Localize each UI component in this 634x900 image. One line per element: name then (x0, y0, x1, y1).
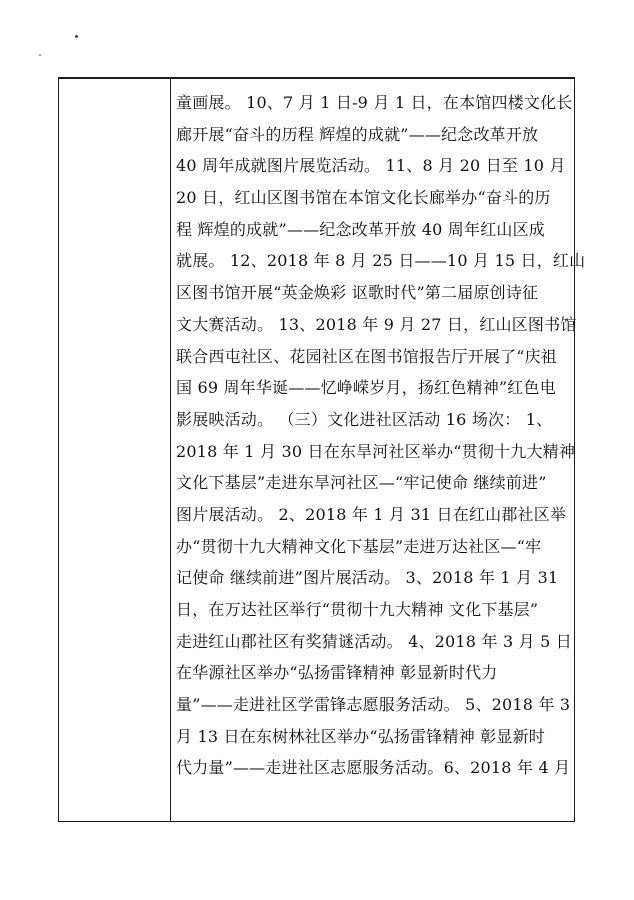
text-line: 月 13 日在东树林社区举办“弘扬雷锋精神 彰显新时 (176, 726, 545, 746)
text-line: 廊开展“奋斗的历程 辉煌的成就”——纪念改革开放 (176, 124, 539, 144)
text-line: 记使命 继续前进”图片展活动。 3、2018 年 1 月 31 (176, 568, 559, 588)
text-line: 程 辉煌的成就”——纪念改革开放 40 周年红山区成 (176, 219, 545, 239)
text-line: 文化下基层”走进东旱河社区—“牢记使命 继续前进” (176, 473, 547, 493)
column-divider (170, 79, 171, 821)
text-line: 代力量”——走进社区志愿服务活动。6、2018 年 4 月 (176, 758, 571, 778)
scan-speck (39, 54, 41, 56)
text-line: 图片展活动。 2、2018 年 1 月 31 日在红山郡社区举 (176, 504, 567, 524)
text-line: 走进红山郡社区有奖猜谜活动。 4、2018 年 3 月 5 日 (176, 631, 572, 651)
text-line: 就展。 12、2018 年 8 月 25 日——10 月 15 日，红山 (176, 251, 586, 271)
text-line: 日，在万达社区举行“贯彻十九大精神 文化下基层” (176, 600, 539, 619)
table-label-cell (59, 79, 170, 821)
text-line: 20 日，红山区图书馆在本馆文化长廊举办“奋斗的历 (176, 188, 551, 208)
text-line: 文大赛活动。 13、2018 年 9 月 27 日，红山区图书馆 (176, 314, 577, 334)
text-line: 童画展。 10、7 月 1 日-9 月 1 日，在本馆四楼文化长 (176, 93, 573, 112)
text-line: 影展映活动。 （三）文化进社区活动 16 场次： 1、 (176, 409, 553, 429)
text-line: 在华源社区举办“弘扬雷锋精神 彰显新时代力 (176, 663, 498, 683)
document-table (58, 77, 586, 822)
text-line: 40 周年成就图片展览活动。 11、8 月 20 日至 10 月 (176, 156, 566, 176)
text-line: 2018 年 1 月 30 日在东旱河社区举办“贯彻十九大精神 (176, 441, 576, 461)
scan-speck (75, 35, 78, 38)
table-content-cell (176, 87, 586, 784)
text-line: 量”——走进社区学雷锋志愿服务活动。 5、2018 年 3 (176, 695, 571, 715)
text-line: 办“贯彻十九大精神文化下基层”走进万达社区—“牢 (176, 536, 542, 556)
text-line: 国 69 周年华诞——忆峥嵘岁月，扬红色精神”红色电 (176, 378, 556, 398)
text-line: 联合西屯社区、花园社区在图书馆报告厅开展了“庆祖 (176, 346, 557, 366)
text-line: 区图书馆开展“英金焕彩 讴歌时代”第二届原创诗征 (176, 283, 539, 303)
